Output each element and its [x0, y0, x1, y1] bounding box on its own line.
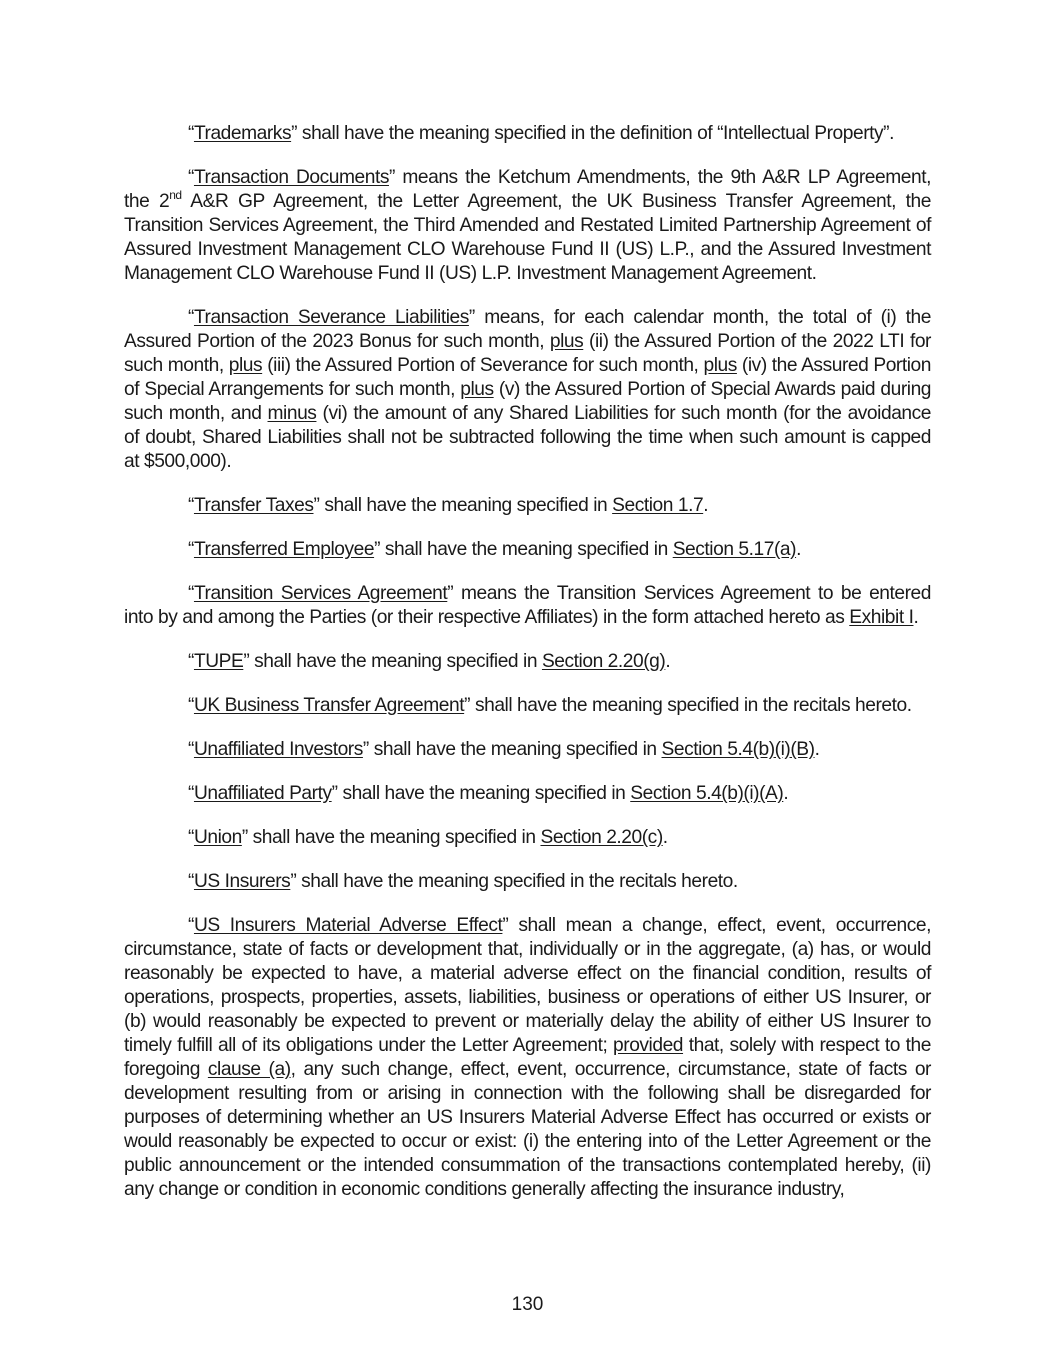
definition-uk-business-transfer-agreement: “UK Business Transfer Agreement” shall have the meaning specified in the recitals hereto. — [188, 695, 912, 716]
section-reference: Section 2.20(g) — [541, 651, 666, 672]
defined-term: Unaffiliated Investors — [193, 739, 363, 760]
definition-unaffiliated-investors: “Unaffiliated Investors” shall have the meaning specified in Section 5.4(b)(i)(B). — [188, 739, 820, 760]
definition-unaffiliated-party: “Unaffiliated Party” shall have the meaning specified in Section 5.4(b)(i)(A). — [188, 783, 789, 804]
definition-transferred-employee: “Transferred Employee” shall have the meaning specified in Section 5.17(a). — [188, 539, 801, 560]
defined-term: Transfer Taxes — [193, 495, 314, 516]
definition-transaction-severance-liabilities: “Transaction Severance Liabilities” means, for each calendar month, the total of (i) the Assured Portion of the 2023 Bonus for such month, plus (ii) the Assured Portion of the 2022 LTI for such month, plus (iii) the Assured Portion of Severance for such month, plus (iv) the Assured Portion of Special Arrangements for such month, plus (v) the Assured Portion of Special Awards paid during such month, and minus (vi) the amount of any Shared Liabilities for such month (for the avoidance of doubt, Shared Liabilities shall not be subtracted following the time when such amount is capped at $500,000). — [124, 307, 932, 472]
section-reference: Section 5.4(b)(i)(B) — [661, 739, 815, 760]
page-number: 130 — [511, 1294, 544, 1315]
definition-trademarks: “Trademarks” shall have the meaning specified in the definition of “Intellectual Property”. — [188, 123, 894, 144]
defined-term: Unaffiliated Party — [193, 783, 332, 804]
definition-transfer-taxes: “Transfer Taxes” shall have the meaning specified in Section 1.7. — [188, 495, 709, 516]
defined-term: Transferred Employee — [193, 539, 375, 560]
section-reference: Section 5.17(a) — [672, 539, 797, 560]
clause-reference: clause (a) — [207, 1059, 291, 1080]
exhibit-reference: Exhibit I — [849, 607, 914, 628]
defined-term: Transaction Severance Liabilities — [193, 307, 469, 328]
defined-term: TUPE — [193, 651, 244, 672]
section-reference: Section 1.7 — [612, 495, 704, 516]
section-reference: Section 5.4(b)(i)(A) — [630, 783, 784, 804]
defined-term: Union — [193, 827, 242, 848]
defined-term: Transition Services Agreement — [193, 583, 448, 604]
definition-transaction-documents: “Transaction Documents” means the Ketchum Amendments, the 9th A&R LP Agreement, the 2nd A&R GP Agreement, the Letter Agreement, the UK Business Transfer Agreement, the Transition Services Agreement, the Third Amended and Restated Limited Partnership Agreement of Assured Investment Management CLO Warehouse Fund II (US) L.P., and the Assured Investment Management CLO Warehouse Fund II (US) L.P. Investment Management Agreement. — [124, 167, 931, 284]
superscript: nd — [169, 187, 182, 202]
defined-term: Transaction Documents — [193, 167, 389, 188]
defined-term: Trademarks — [193, 123, 292, 144]
definition-us-insurers-material-adverse-effect: “US Insurers Material Adverse Effect” shall mean a change, effect, event, occurrence, circumstance, state of facts or development that, individually or in the aggregate, (a) has, or would reasonably be expected to have, a material adverse effect on the financial condition, results of operations, prospects, properties, assets, liabilities, business or operations of either US Insurer, or (b) would reasonably be expected to prevent or materially delay the ability of either US Insurer to timely fulfill all of its obligations under the Letter Agreement; provided that, solely with respect to the foregoing clause (a), any such change, effect, event, occurrence, circumstance, state of facts or development resulting from or arising in connection with the following shall be disregarded for purposes of determining whether an US Insurers Material Adverse Effect has occurred or exists or would reasonably be expected to occur or exist: (i) the entering into of the Letter Agreement or the public announcement or the intended consummation of the transactions contemplated hereby, (ii) any change or condition in economic conditions generally affecting the insurance industry, — [124, 915, 932, 1200]
document-page — [124, 122, 931, 1222]
defined-term: US Insurers Material Adverse Effect — [193, 915, 503, 936]
definition-transition-services-agreement: “Transition Services Agreement” means the Transition Services Agreement to be entered into by and among the Parties (or their respective Affiliates) in the form attached hereto as Exhibit I. — [124, 583, 931, 628]
defined-term: UK Business Transfer Agreement — [193, 695, 465, 716]
defined-term: US Insurers — [193, 871, 291, 892]
definition-us-insurers: “US Insurers” shall have the meaning specified in the recitals hereto. — [188, 871, 738, 892]
definition-tupe: “TUPE” shall have the meaning specified in Section 2.20(g). — [188, 651, 671, 672]
section-reference: Section 2.20(c) — [540, 827, 663, 848]
definition-union: “Union” shall have the meaning specified in Section 2.20(c). — [188, 827, 668, 848]
